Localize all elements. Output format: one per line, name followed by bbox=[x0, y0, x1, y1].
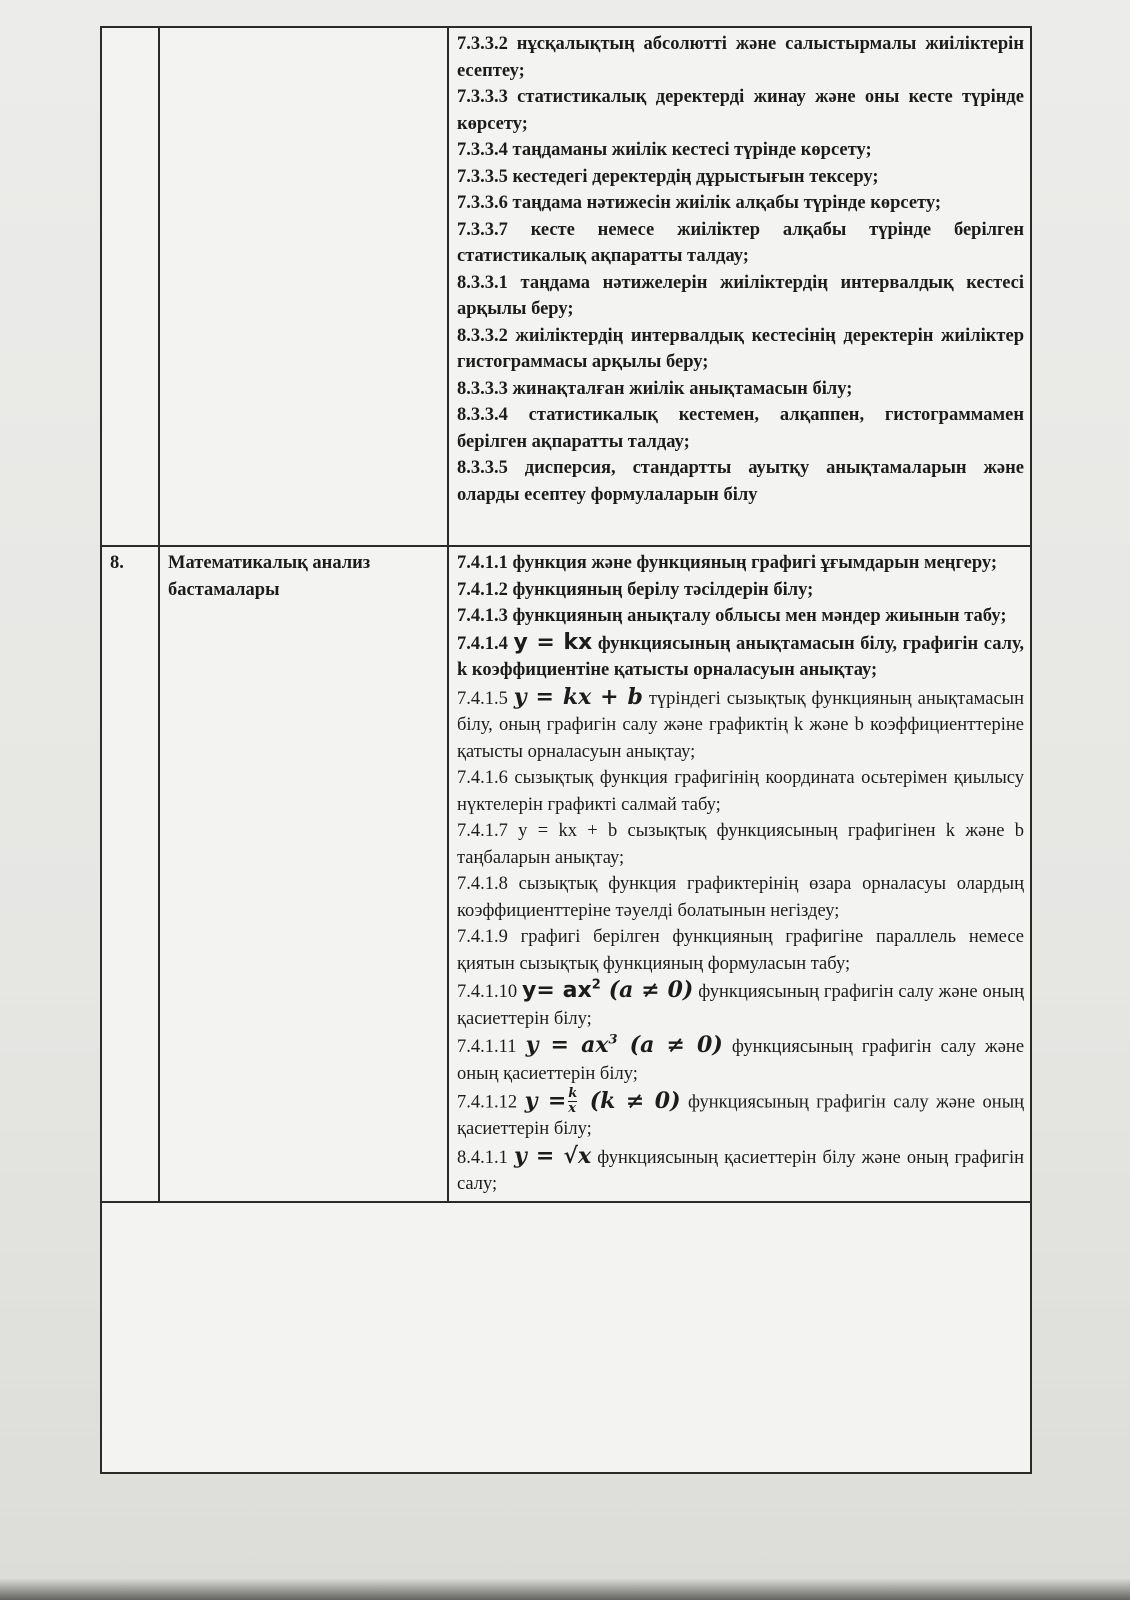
objective-item: 8.3.3.5 дисперсия, стандартты ауытқу анықтамаларын және оларды есептеу формулаларын білу bbox=[457, 458, 1024, 505]
formula: y = kx + b bbox=[513, 683, 643, 710]
objective-item: 8.3.3.4 статистикалық кестемен, алқаппен, гистограммамен берілген ақпаратты талдау; bbox=[457, 405, 1024, 452]
objective-item: 8.3.3.2 жиіліктердің интервалдық кестесінің деректерін жиіліктер гистограммасы арқылы беру; bbox=[457, 325, 1024, 372]
objective-item: 7.3.3.4 таңдаманы жиілік кестесі түрінде көрсету; bbox=[457, 140, 872, 160]
objective-text: функциясының қасиеттерін білу және оның графигін салу; bbox=[457, 1147, 1025, 1194]
row-number-cell: 8. bbox=[102, 546, 159, 1202]
objective-item bbox=[457, 977, 1024, 1032]
row-number-cell bbox=[102, 28, 159, 546]
objective-item bbox=[457, 1032, 1024, 1087]
objective-item: 7.4.1.8 сызықтық функция графиктерінің өзара орналасуы олардың коэффициенттеріне тәуелді болатынын негіздеу; bbox=[457, 874, 1024, 921]
objective-text: функциясының графигін салу және оның қасиеттерін білу; bbox=[457, 1092, 1025, 1139]
objective-item: 7.4.1.1 функция және функцияның графигі ұғымдарын меңгеру; bbox=[457, 553, 998, 573]
formula-condition: (k ≠ 0) bbox=[579, 1087, 681, 1114]
objective-item bbox=[457, 1143, 1024, 1198]
objective-item: 7.4.1.2 функцияның берілу тәсілдерін білу; bbox=[457, 579, 814, 600]
formula-condition: (a ≠ 0) bbox=[617, 1032, 723, 1058]
document-page bbox=[100, 26, 1032, 1474]
objective-code: 7.4.1.4 bbox=[457, 633, 508, 654]
formula-exponent: 3 bbox=[608, 1032, 618, 1048]
curriculum-table bbox=[102, 28, 1030, 1203]
objectives-cell bbox=[448, 28, 1030, 546]
objective-text: функциясының анықтамасын білу, графигін салу, k коэффициентіне қатысты орналасуын анықтау; bbox=[457, 633, 1025, 680]
objective-item: 7.3.3.5 кестедегі деректердің дұрыстығын тексеру; bbox=[457, 166, 879, 187]
objective-code: 7.4.1.5 bbox=[457, 688, 508, 709]
objectives-cell bbox=[448, 546, 1030, 1202]
objective-item: 7.4.1.3 функцияның анықталу облысы мен мәндер жиынын табу; bbox=[457, 606, 1007, 626]
objective-item: 7.4.1.6 сызықтық функция графигінің координата осьтерімен қиылысу нүктелерін графикті салмай табу; bbox=[457, 768, 1024, 815]
objective-item: 7.3.3.7 кесте немесе жиіліктер алқабы түрінде берілген статистикалық ақпаратты талдау; bbox=[457, 219, 1024, 266]
fraction-numerator: k bbox=[568, 1086, 578, 1101]
formula bbox=[525, 1088, 681, 1114]
fraction bbox=[568, 1087, 577, 1116]
photo-edge-shadow bbox=[0, 1578, 1130, 1600]
objective-item: 8.3.3.3 жинақталған жиілік анықтамасын білу; bbox=[457, 378, 853, 399]
objective-item: 7.4.1.7 y = kx + b сызықтық функциясының графигінен k және b таңбаларын анықтау; bbox=[457, 821, 1024, 868]
formula: y = kx bbox=[513, 629, 593, 655]
formula-base: y= ax bbox=[522, 978, 592, 1003]
objective-item: 7.3.3.6 таңдама нәтижесін жиілік алқабы түрінде көрсету; bbox=[457, 193, 942, 213]
formula: y = √x bbox=[514, 1142, 592, 1169]
objective-code: 8.4.1.1 bbox=[457, 1147, 508, 1168]
objective-code: 7.4.1.12 bbox=[457, 1092, 518, 1113]
formula-base: y = ax bbox=[525, 1032, 609, 1058]
topic-cell bbox=[159, 28, 448, 546]
formula bbox=[522, 978, 693, 1003]
table-row bbox=[102, 28, 1030, 546]
objective-text: функциясының графигін салу және оның қасиеттерін білу; bbox=[457, 1037, 1025, 1084]
objective-code: 7.4.1.11 bbox=[457, 1037, 517, 1057]
objective-item bbox=[457, 1087, 1024, 1143]
objective-item bbox=[457, 684, 1024, 766]
objective-text: түріндегі сызықтық функцияның анықтамасын білу, оның графигін салу және графиктің k және b коэффициенттеріне қатысты орналасуын анықтау; bbox=[457, 688, 1024, 762]
fraction-denominator: x bbox=[568, 1101, 577, 1116]
formula-base: y = bbox=[524, 1087, 567, 1114]
objective-code: 7.4.1.10 bbox=[457, 982, 518, 1002]
objective-item: 7.3.3.3 статистикалық деректерді жинау және оны кесте түрінде көрсету; bbox=[457, 87, 1024, 134]
objective-item bbox=[457, 630, 1024, 684]
objective-item: 7.4.1.9 графигі берілген функцияның графигіне параллель немесе қиятын сызықтық функцияның формуласын табу; bbox=[457, 927, 1024, 974]
table-row bbox=[102, 546, 1030, 1202]
formula-exponent: 2 bbox=[591, 977, 601, 993]
objective-item: 8.3.3.1 таңдама нәтижелерін жиіліктердің интервалдық кестесі арқылы беру; bbox=[457, 272, 1024, 319]
objective-item: 7.3.3.2 нұсқалықтың абсолютті және салыстырмалы жиіліктерін есептеу; bbox=[457, 34, 1024, 81]
formula-condition: (a ≠ 0) bbox=[600, 977, 694, 1003]
formula bbox=[526, 1032, 723, 1058]
topic-cell: Математикалық анализ бастамалары bbox=[159, 546, 448, 1202]
objective-text: функциясының графигін салу және оның қасиеттерін білу; bbox=[457, 982, 1024, 1029]
